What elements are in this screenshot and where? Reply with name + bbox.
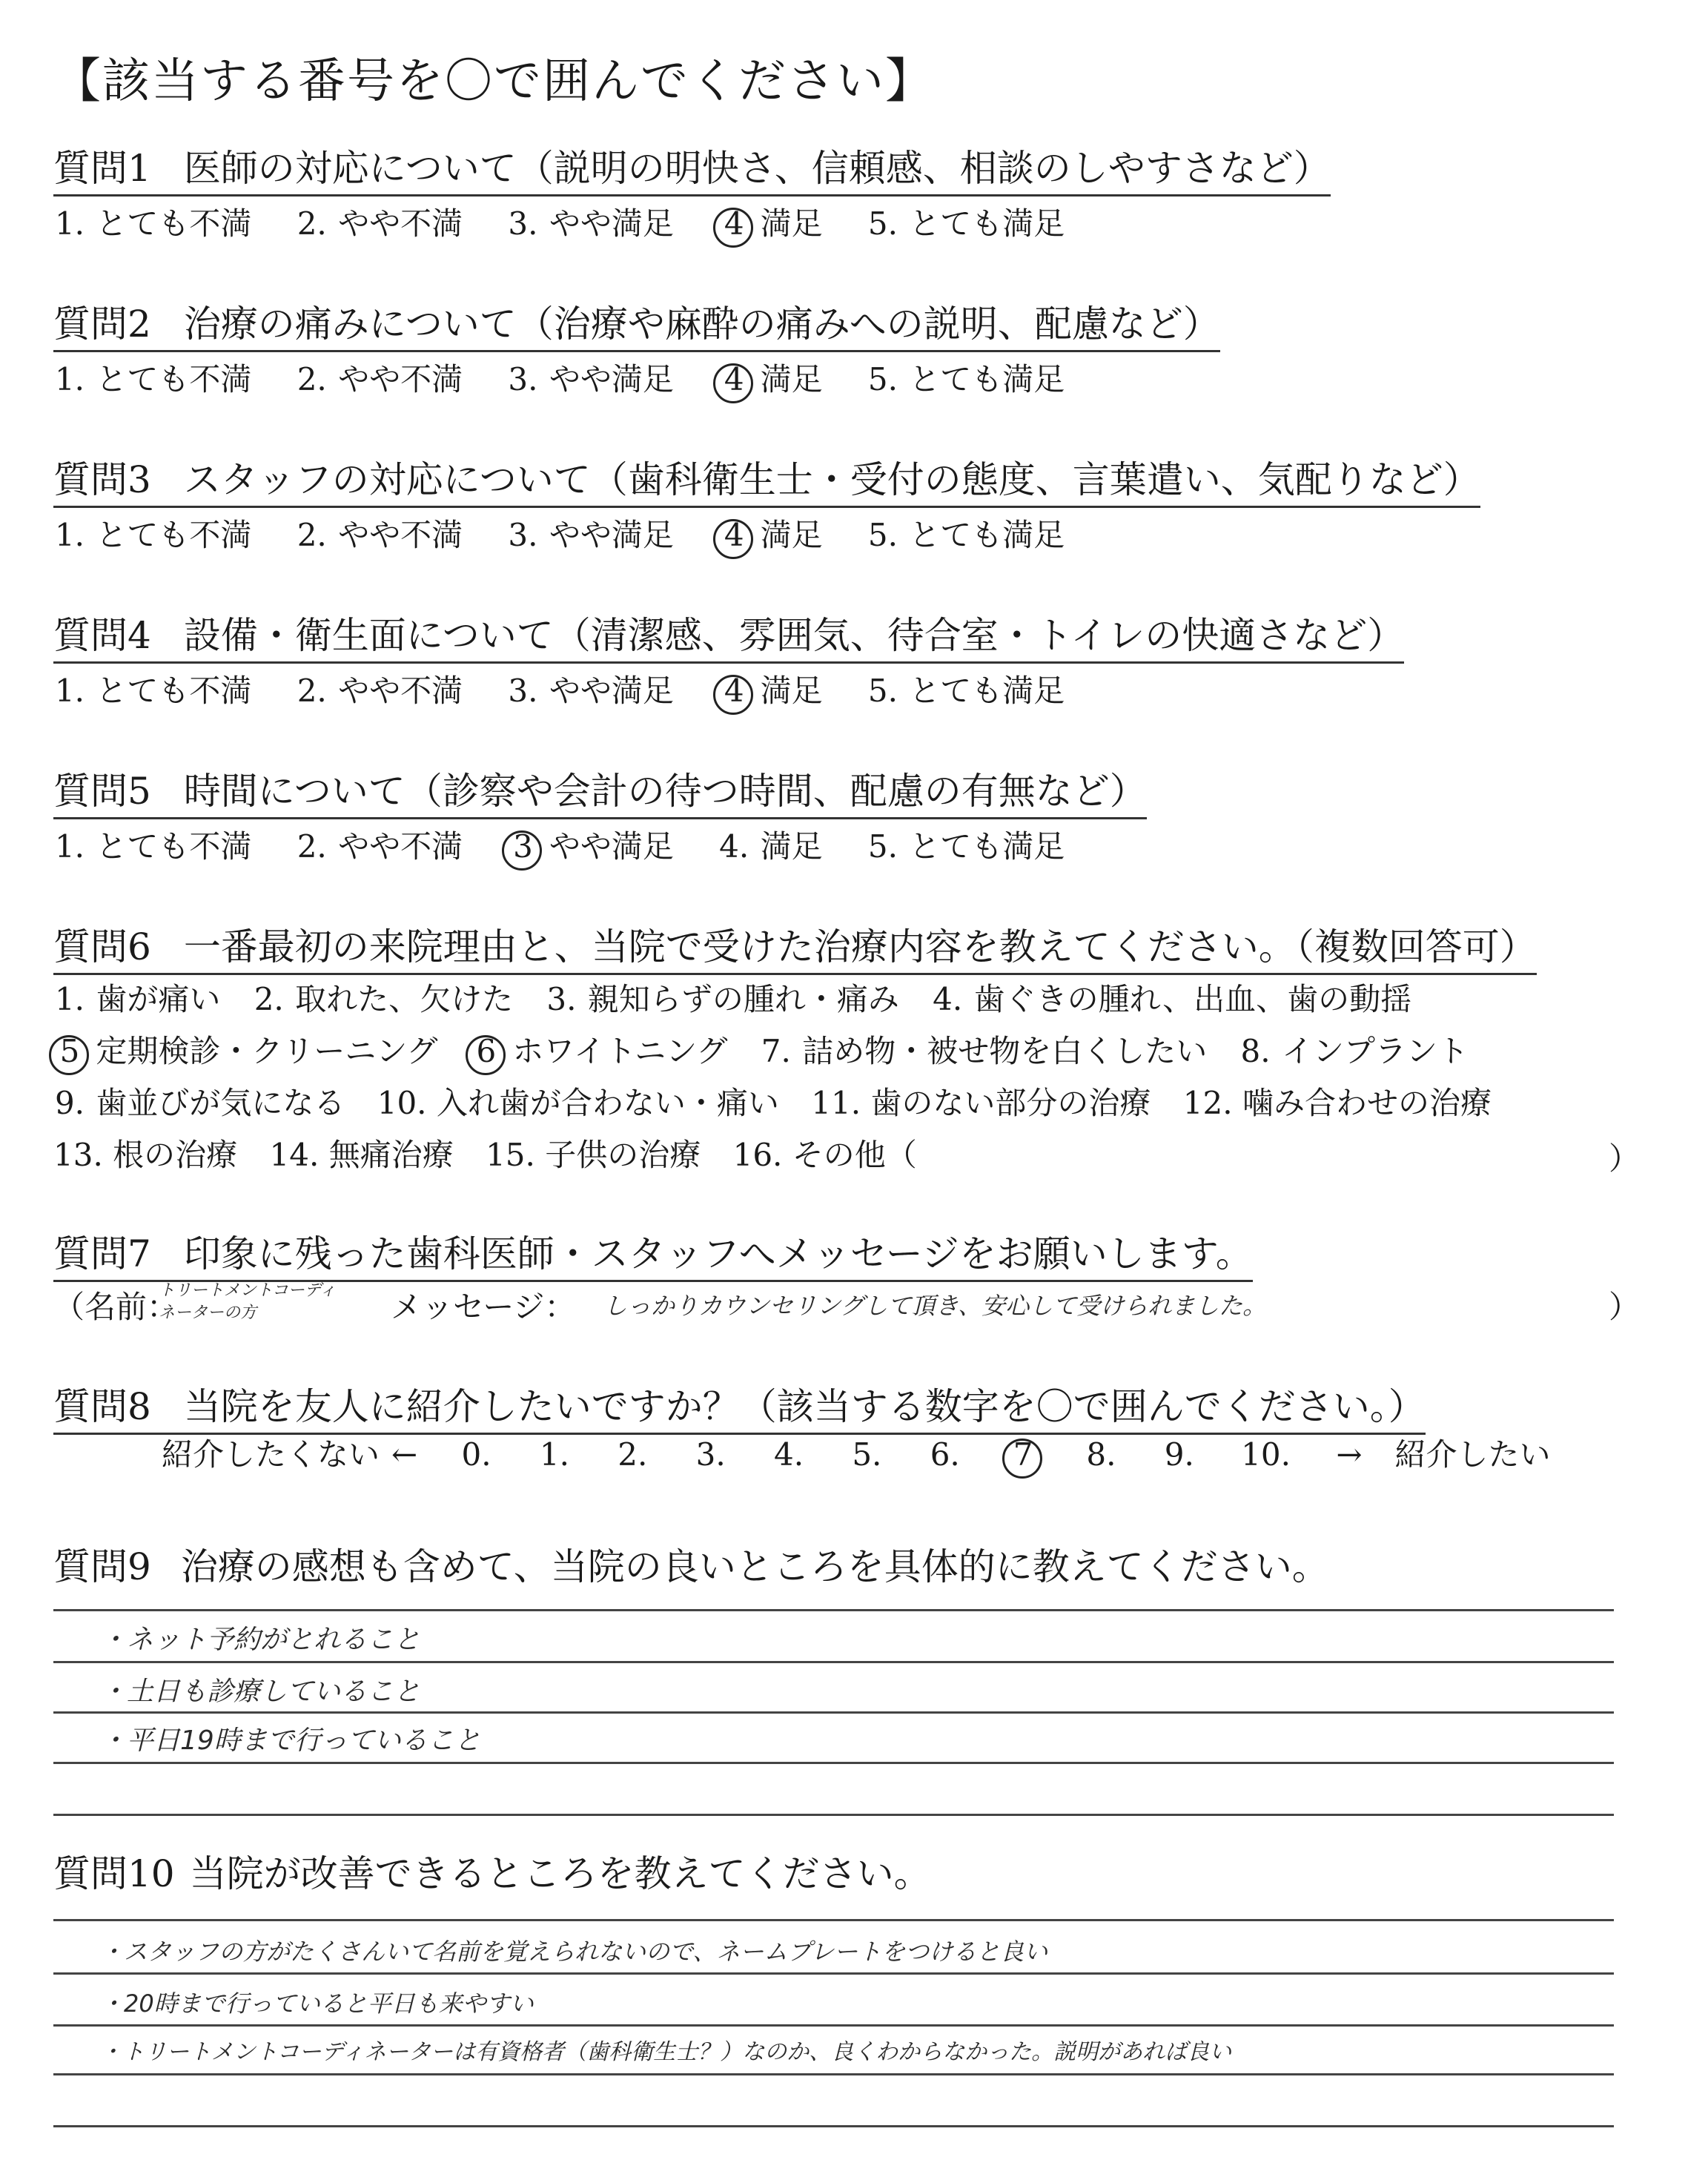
scale-option-4[interactable]: 4. (773, 1436, 804, 1473)
option-2[interactable]: 2. やや不満 (297, 673, 463, 709)
question-number: 質問3 (53, 458, 151, 501)
option-7[interactable]: 7. 詰め物・被せ物を白くしたい (761, 1033, 1208, 1069)
scale-left-label: 紹介したくない (162, 1436, 380, 1473)
option-11[interactable]: 11. 歯のない部分の治療 (811, 1085, 1151, 1121)
option-4-circled[interactable]: 4 満足 (718, 359, 822, 400)
question-number: 質問2 (53, 303, 151, 346)
message-value[interactable]: しっかりカウンセリングして頂き、安心して受けられました。 (603, 1292, 1267, 1320)
option-4[interactable]: 4. 満足 (719, 828, 823, 865)
question-number: 質問8 (53, 1385, 151, 1428)
question-4-heading (53, 612, 1404, 664)
page-title: 【該当する番号を〇で囲んでください】 (53, 54, 934, 109)
answer-9-line-2[interactable]: ・土日も診療していること (100, 1677, 421, 1707)
question-8-heading (53, 1384, 1426, 1435)
option-1[interactable]: 1. とても不満 (54, 828, 252, 865)
answer-line (53, 1972, 1614, 1975)
question-text: 当院が改善できるところを教えてください。 (189, 1852, 931, 1895)
option-3[interactable]: 3. やや満足 (508, 517, 674, 553)
question-1-heading (53, 145, 1331, 196)
question-5-heading (53, 768, 1147, 819)
answer-line (53, 1762, 1614, 1764)
question-text: 当院を友人に紹介したいですか？（該当する数字を〇で囲んでください。） (183, 1385, 1426, 1428)
question-6-row-2 (53, 1031, 1491, 1072)
answer-10-line-3[interactable]: ・トリートメントコーディネーターは有資格者（歯科衛生士？）なのか、良くわからなかった。説明があれば良い (100, 2039, 1232, 2065)
question-6-row-4 (53, 1135, 939, 1176)
question-number: 質問6 (53, 925, 151, 968)
question-1-options (53, 203, 1099, 245)
option-4[interactable]: 4. 歯ぐきの腫れ、出血、歯の動揺 (933, 981, 1412, 1017)
answer-line (53, 2024, 1614, 2027)
option-4-circled[interactable]: 4 満足 (718, 203, 822, 245)
question-6-row-3 (53, 1083, 1514, 1124)
question-10-heading (53, 1851, 931, 1897)
question-text: 設備・衛生面について（清潔感、雰囲気、待合室・トイレの快適さなど） (183, 614, 1405, 657)
question-6-heading (53, 924, 1537, 975)
name-label: （名前： (53, 1289, 179, 1325)
scale-option-0[interactable]: 0. (461, 1436, 491, 1473)
scale-option-7-circled[interactable]: 7 (1007, 1434, 1039, 1476)
option-1[interactable]: 1. とても不満 (54, 205, 252, 242)
scale-option-10[interactable]: 10. (1241, 1436, 1291, 1473)
option-3-circled[interactable]: 3 やや満足 (506, 826, 673, 868)
option-2[interactable]: 2. やや不満 (297, 828, 463, 865)
option-3[interactable]: 3. やや満足 (508, 361, 674, 397)
answer-line (53, 1661, 1614, 1663)
answer-9-line-3[interactable]: ・平日19時まで行っていること (100, 1725, 481, 1756)
message-close-paren: ） (1609, 1289, 1641, 1325)
question-3-options (53, 515, 1099, 556)
option-3[interactable]: 3. 親知らずの腫れ・痛み (546, 981, 899, 1017)
option-1[interactable]: 1. とても不満 (54, 673, 252, 709)
left-arrow-icon: ← (391, 1436, 418, 1473)
question-text: 治療の痛みについて（治療や麻酔の痛みへの説明、配慮など） (183, 303, 1220, 346)
question-text: 治療の感想も含めて、当院の良いところを具体的に教えてください。 (180, 1545, 1329, 1588)
answer-9-line-1[interactable]: ・ネット予約がとれること (100, 1625, 421, 1655)
option-5[interactable]: 5. とても満足 (867, 205, 1065, 242)
question-text: 一番最初の来院理由と、当院で受けた治療内容を教えてください。（複数回答可） (183, 925, 1537, 968)
question-text: 医師の対応について（説明の明快さ、信頼感、相談のしやすさなど） (183, 147, 1331, 190)
name-value[interactable]: トリートメントコーディネーターの方 (159, 1281, 337, 1322)
option-5-circled[interactable]: 5 定期検診・クリーニング (53, 1031, 438, 1072)
option-2[interactable]: 2. やや不満 (297, 517, 463, 553)
option-8[interactable]: 8. インプラント (1240, 1033, 1469, 1069)
option-3[interactable]: 3. やや満足 (508, 673, 674, 709)
option-4-circled[interactable]: 4 満足 (718, 515, 822, 556)
option-10[interactable]: 10. 入れ歯が合わない・痛い (377, 1085, 779, 1121)
question-4-options (53, 670, 1099, 712)
option-5[interactable]: 5. とても満足 (867, 673, 1065, 709)
question-text: 時間について（診察や会計の待つ時間、配慮の有無など） (183, 770, 1147, 813)
option-5[interactable]: 5. とても満足 (867, 517, 1065, 553)
option-9[interactable]: 9. 歯並びが気になる (54, 1085, 345, 1121)
answer-line (53, 2073, 1614, 2075)
recommend-scale (162, 1434, 1563, 1476)
question-number: 質問5 (53, 770, 151, 813)
question-number: 質問10 (53, 1852, 175, 1895)
scale-option-9[interactable]: 9. (1164, 1436, 1194, 1473)
scale-option-5[interactable]: 5. (852, 1436, 882, 1473)
option-5[interactable]: 5. とても満足 (867, 828, 1065, 865)
question-number: 質問4 (53, 614, 151, 657)
question-number: 質問7 (53, 1232, 151, 1275)
option-1[interactable]: 1. 歯が痛い (54, 981, 221, 1017)
option-4-circled[interactable]: 4 満足 (718, 670, 822, 712)
question-9-heading (53, 1544, 1329, 1590)
scale-option-3[interactable]: 3. (695, 1436, 726, 1473)
question-text: 印象に残った歯科医師・スタッフへメッセージをお願いします。 (183, 1232, 1253, 1275)
answer-line (53, 1919, 1614, 1921)
question-7-heading (53, 1231, 1253, 1282)
option-2[interactable]: 2. 取れた、欠けた (254, 981, 514, 1017)
answer-line (53, 1609, 1614, 1611)
option-6-circled[interactable]: 6 ホワイトニング (470, 1031, 728, 1072)
scale-right-label: 紹介したい (1394, 1436, 1551, 1473)
option-1[interactable]: 1. とても不満 (54, 517, 252, 553)
option-2[interactable]: 2. やや不満 (297, 361, 463, 397)
answer-10-line-1[interactable]: ・スタッフの方がたくさんいて名前を覚えられないので、ネームプレートをつけると良い (100, 1938, 1048, 1966)
scale-option-6[interactable]: 6. (930, 1436, 960, 1473)
option-13[interactable]: 13. 根の治療 (53, 1137, 238, 1173)
answer-10-line-2[interactable]: ・20時まで行っていると平日も来やすい (100, 1989, 534, 2018)
question-3-heading (53, 457, 1480, 508)
question-number: 質問9 (53, 1545, 151, 1588)
scale-option-1[interactable]: 1. (539, 1436, 569, 1473)
option-5[interactable]: 5. とても満足 (867, 361, 1065, 397)
option-2[interactable]: 2. やや不満 (297, 205, 463, 242)
question-6-row-1 (53, 979, 1434, 1020)
option-16-other[interactable]: 16. その他（ (732, 1137, 917, 1173)
option-12[interactable]: 12. 噛み合わせの治療 (1182, 1085, 1492, 1121)
question-5-options (53, 826, 1099, 868)
question-2-heading (53, 301, 1220, 352)
scale-option-8[interactable]: 8. (1086, 1436, 1116, 1473)
option-15[interactable]: 15. 子供の治療 (486, 1137, 701, 1173)
answer-line (53, 1711, 1614, 1714)
question-text: スタッフの対応について（歯科衛生士・受付の態度、言葉遣い、気配りなど） (183, 458, 1480, 501)
right-arrow-icon: → (1336, 1436, 1363, 1473)
scale-option-2[interactable]: 2. (618, 1436, 648, 1473)
message-label: メッセージ： (391, 1289, 576, 1325)
answer-line (53, 2125, 1614, 2127)
question-2-options (53, 359, 1099, 400)
option-14[interactable]: 14. 無痛治療 (269, 1137, 454, 1173)
option-3[interactable]: 3. やや満足 (508, 205, 674, 242)
option-1[interactable]: 1. とても不満 (54, 361, 252, 397)
answer-line (53, 1814, 1614, 1816)
question-number: 質問1 (53, 147, 151, 190)
other-close-paren: ） (1609, 1140, 1641, 1177)
